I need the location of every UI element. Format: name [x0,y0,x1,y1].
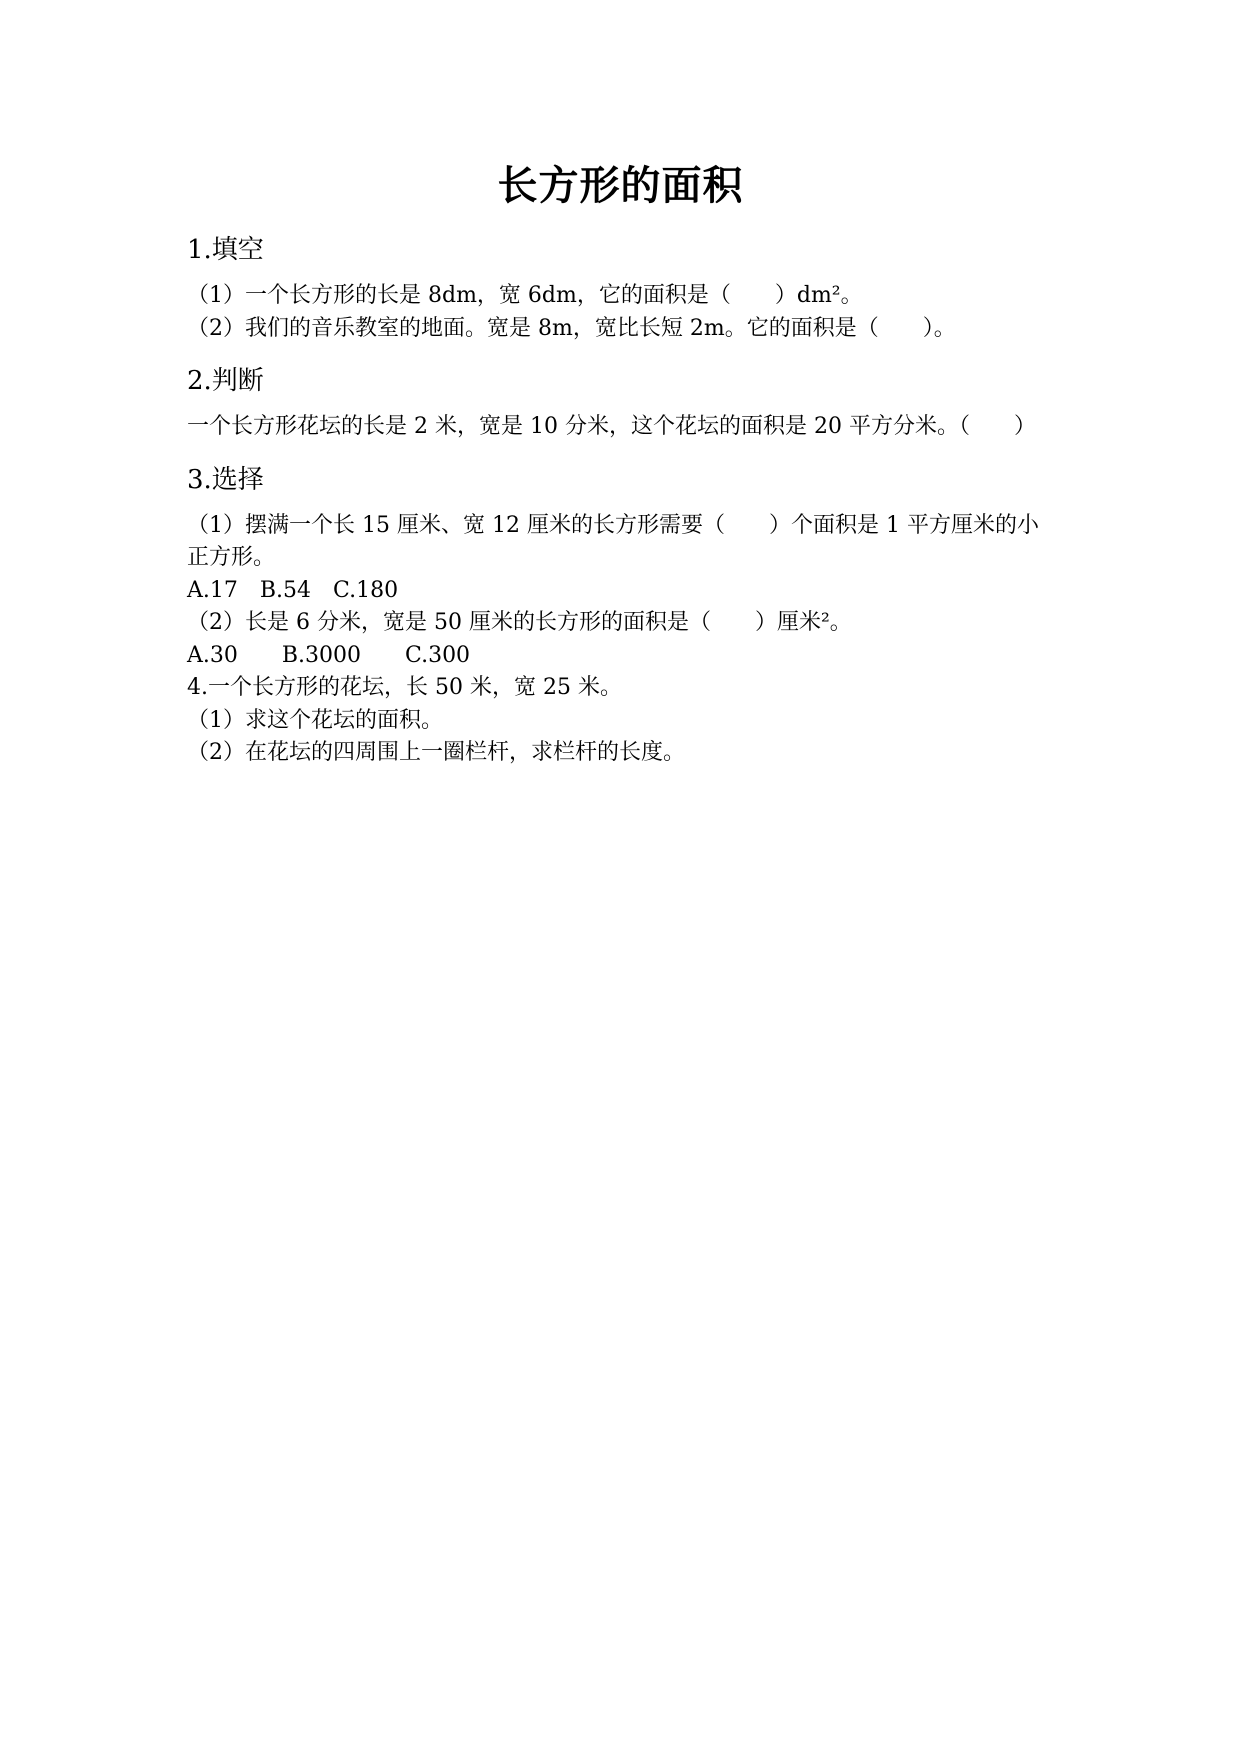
section-choice-heading: 3.选择 [187,464,264,495]
section-fill-heading: 1.填空 [187,235,264,265]
problem-question-2: （2）在花坛的四周围上一圈栏杆，求栏杆的长度。 [187,740,685,765]
section-problem-heading: 4.一个长方形的花坛，长 50 米，宽 25 米。 [187,675,622,700]
judge-question: 一个长方形花坛的长是 2 米，宽是 10 分米，这个花坛的面积是 20 平方分米。（ ） [187,414,1036,439]
fill-question-1: （1）一个长方形的长是 8dm，宽 6dm，它的面积是（ ）dm²。 [187,283,863,308]
choice-question-2-options: A.30 B.3000 C.300 [187,642,471,668]
choice-question-2: （2）长是 6 分米，宽是 50 厘米的长方形的面积是（ ）厘米²。 [187,610,852,635]
page-title: 长方形的面积 [497,163,744,209]
section-judge-heading: 2.判断 [187,366,264,396]
fill-question-2: （2）我们的音乐教室的地面。宽是 8m，宽比长短 2m。它的面积是（ ）。 [187,315,956,341]
choice-question-1: （1）摆满一个长 15 厘米、宽 12 厘米的长方形需要（ ）个面积是 1 平方厘米的小正方形。 [187,512,1039,570]
choice-question-1-options: A.17 B.54 C.180 [187,577,399,603]
worksheet-content [187,228,1057,770]
problem-question-1: （1）求这个花坛的面积。 [187,707,443,733]
